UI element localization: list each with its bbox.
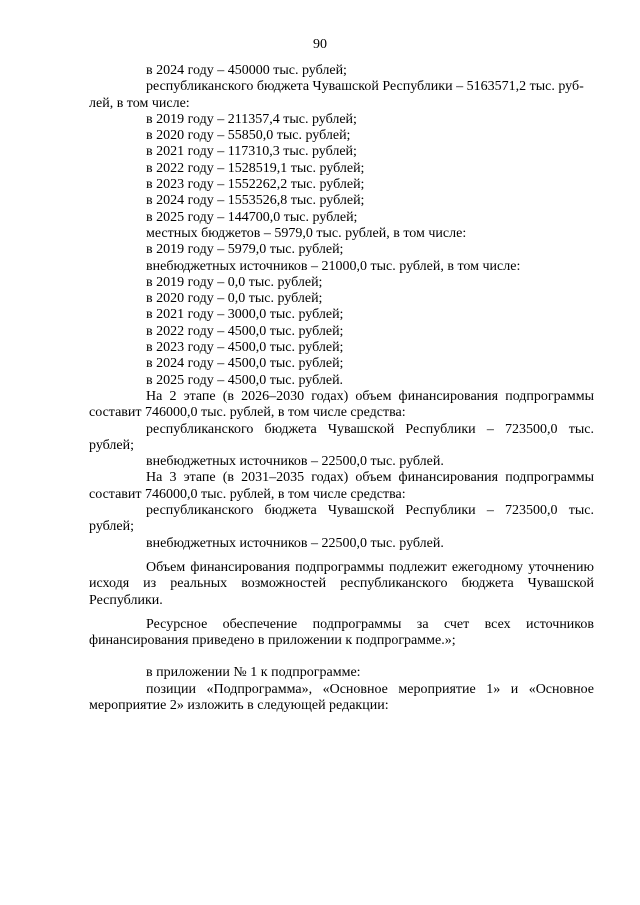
paragraph: в 2020 году – 55850,0 тыс. рублей; — [146, 128, 351, 144]
paragraph: На 2 этапе (в 2026–2030 годах) объем финансирования подпрограммы составит 746000,0 тыс. рублей, в том числе средства: — [89, 388, 594, 421]
paragraph: в 2019 году – 5979,0 тыс. рублей; — [146, 242, 344, 258]
spacer — [89, 609, 594, 617]
paragraph: в 2024 году – 450000 тыс. рублей; — [146, 63, 347, 78]
paragraph: внебюджетных источников – 21000,0 тыс. рублей, в том числе: — [146, 258, 521, 274]
paragraph: республиканского бюджета Чувашской Республики – 5163571,2 тыс. руб- — [146, 79, 584, 95]
paragraph: в приложении № 1 к подпрограмме: — [146, 665, 361, 681]
paragraph: республиканского бюджета Чувашской Республики – 723500,0 тыс. рублей; — [89, 421, 594, 453]
paragraph: в 2025 году – 4500,0 тыс. рублей. — [146, 372, 344, 388]
paragraph: позиции «Подпрограмма», «Основное мероприятие 1» и «Основное мероприятие 2» изложить в следующей редакции: — [89, 681, 594, 713]
paragraph: в 2024 году – 4500,0 тыс. рублей; — [146, 356, 344, 372]
paragraph: в 2024 году – 1553526,8 тыс. рублей; — [146, 193, 365, 209]
paragraph: в 2022 году – 1528519,1 тыс. рублей; — [146, 160, 365, 176]
paragraph: Объем финансирования подпрограммы подлежит ежегодному уточнению исходя из реальных возможностей республиканского бюджета Чувашской Республики. — [89, 559, 594, 608]
paragraph: в 2023 году – 4500,0 тыс. рублей; — [146, 340, 344, 356]
paragraph: На 3 этапе (в 2031–2035 годах) объем финансирования подпрограммы составит 746000,0 тыс. рублей, в том числе средства: — [89, 470, 594, 502]
paragraph: внебюджетных источников – 22500,0 тыс. рублей. — [146, 535, 444, 551]
paragraph: местных бюджетов – 5979,0 тыс. рублей, в том числе: — [146, 225, 467, 241]
paragraph: в 2022 году – 4500,0 тыс. рублей; — [146, 323, 344, 339]
paragraph: в 2021 году – 3000,0 тыс. рублей; — [146, 307, 344, 323]
paragraph: республиканского бюджета Чувашской Республики – 723500,0 тыс. рублей; — [89, 503, 594, 535]
paragraph: в 2023 году – 1552262,2 тыс. рублей; — [146, 177, 365, 193]
paragraph: в 2019 году – 0,0 тыс. рублей; — [146, 274, 323, 290]
paragraph: в 2021 году – 117310,3 тыс. рублей; — [146, 144, 357, 160]
paragraph: лей, в том числе: — [89, 95, 190, 111]
document-body — [89, 63, 594, 714]
paragraph: в 2020 году – 0,0 тыс. рублей; — [146, 291, 323, 307]
page-number: 90 — [313, 37, 327, 52]
paragraph: внебюджетных источников – 22500,0 тыс. рублей. — [146, 454, 444, 470]
spacer — [89, 649, 594, 665]
paragraph: в 2025 году – 144700,0 тыс. рублей; — [146, 209, 358, 225]
paragraph: Ресурсное обеспечение подпрограммы за счет всех источников финансирования приведено в приложении к подпрограмме.»; — [89, 616, 594, 649]
paragraph: в 2019 году – 211357,4 тыс. рублей; — [146, 111, 357, 127]
spacer — [89, 552, 594, 560]
